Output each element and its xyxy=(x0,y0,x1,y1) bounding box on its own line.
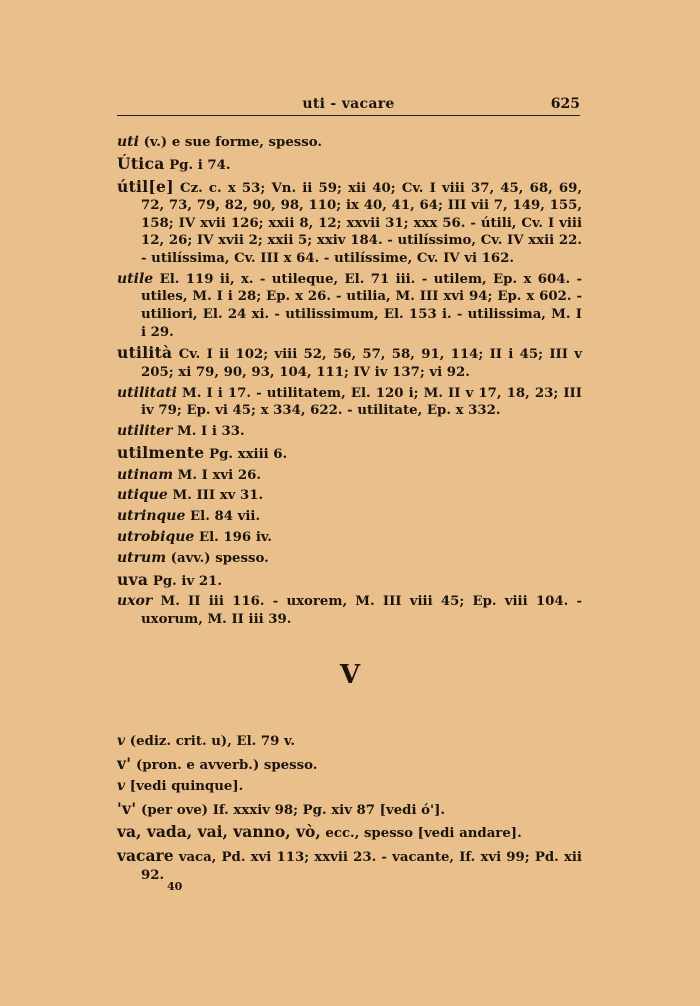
entry-lemma: utique xyxy=(117,487,168,504)
entry-lemma: útil[e] xyxy=(117,176,174,196)
entry-body: (ediz. crit. u), El. 79 v. xyxy=(129,734,296,749)
entry xyxy=(117,733,582,751)
entries-u xyxy=(117,134,582,632)
entry-body: El. 84 vii. xyxy=(190,509,261,525)
entry-body: (avv.) spesso. xyxy=(170,550,269,566)
entry xyxy=(117,271,582,341)
entry-lemma: uva xyxy=(117,569,149,589)
running-head: uti - vacare xyxy=(302,96,395,112)
entry-lemma: utilità xyxy=(117,343,173,363)
entry-body: [vedi quinque]. xyxy=(129,779,244,795)
entry xyxy=(117,800,582,820)
entries-v xyxy=(117,733,582,888)
entry-lemma: utile xyxy=(117,270,154,287)
entry-body: vaca, Pd. xvi 113; xxvii 23. - vacante, If. xvi 99; Pd. xii 92. xyxy=(141,849,582,883)
entry-body: M. I xvi 26. xyxy=(177,467,261,483)
entry-lemma: vacare xyxy=(117,845,174,865)
page-header xyxy=(117,95,580,116)
entry-lemma: Útica xyxy=(117,153,165,173)
entry-body: M. III xv 31. xyxy=(172,488,264,504)
signature-mark: 40 xyxy=(167,880,183,893)
entry-body: M. II iii 116. - uxorem, M. III viii 45; Ep. viii 104. - uxorum, M. II iii 39. xyxy=(141,594,582,627)
entry-lemma: utinam xyxy=(117,466,174,483)
entry xyxy=(117,755,582,775)
entry-lemma: v' xyxy=(117,753,132,773)
entry-body: (v.) e sue forme, spesso. xyxy=(143,135,323,150)
entry-lemma: 'v' xyxy=(117,798,137,818)
entry-lemma: utrinque xyxy=(117,508,186,525)
entry-lemma: utrum xyxy=(117,549,167,566)
entry xyxy=(117,467,582,485)
entry-body: (per ove) If. xxxiv 98; Pg. xiv 87 [vedi ó']. xyxy=(141,802,445,818)
entry-body: ecc., spesso [vedi andare]. xyxy=(325,826,522,842)
entry-body: Pg. xxiii 6. xyxy=(209,446,288,462)
section-letter: V xyxy=(339,660,361,690)
entry-lemma: v xyxy=(117,733,126,749)
entry-body: El. 196 iv. xyxy=(198,529,272,545)
entry xyxy=(117,155,582,175)
entry-body: El. 119 ii, x. - utileque, El. 71 iii. - utilem, Ep. x 604. - utiles, M. I i 28; Ep. x 26. - utilia, M. III xvi 94; Ep. x 602. - utiliori, El. 24 xi. - utilissimum, El. 153 i. - utilissima, M. I i 29. xyxy=(141,271,582,340)
entry xyxy=(117,529,582,547)
entry-lemma: uti xyxy=(117,134,139,150)
entry-body: Pg. i 74. xyxy=(169,157,231,173)
entry-body: Cz. c. x 53; Vn. ii 59; xii 40; Cv. I viii 37, 45, 68, 69, 72, 73, 79, 82, 90, 98, 110; ix 40, 41, 64; III vii 7, 149, 155, 158; IV xvii 126; xxii 8, 12; xxvii 31; xxx 56. - útili, Cv. I viii 12, 26; IV xvii 2; xxii 5; xxiv 184. - utilíssimo, Cv. IV xxii 22. - utilíssima, Cv. III x 64. - utilíssime, Cv. IV vi 162. xyxy=(141,180,582,266)
entry-lemma: va, vada, vai, vanno, vò, xyxy=(117,822,321,842)
entry xyxy=(117,508,582,526)
entry-body: M. I i 17. - utilitatem, El. 120 i; M. II v 17, 18, 23; III iv 79; Ep. vi 45; x 334, 622. - utilitate, Ep. x 332. xyxy=(141,385,582,419)
entry xyxy=(117,847,582,884)
entry-lemma: utrobique xyxy=(117,528,195,545)
entry-body: Cv. I ii 102; viii 52, 56, 57, 58, 91, 114; II i 45; III v 205; xi 79, 90, 93, 104, 111; IV iv 137; vi 92. xyxy=(141,347,582,380)
entry xyxy=(117,444,582,464)
entry-body: M. I i 33. xyxy=(177,424,245,440)
entry xyxy=(117,778,582,796)
entry xyxy=(117,344,582,381)
entry xyxy=(117,593,582,628)
entry xyxy=(117,571,582,591)
entry-lemma: v xyxy=(117,778,126,795)
entry xyxy=(117,385,582,420)
entry xyxy=(117,423,582,441)
entry-body: Pg. iv 21. xyxy=(152,573,222,589)
entry xyxy=(117,134,582,152)
page-number: 625 xyxy=(550,96,580,112)
entry-lemma: utiliter xyxy=(117,423,173,440)
entry xyxy=(117,550,582,568)
entry-body: (pron. e avverb.) spesso. xyxy=(136,757,318,773)
entry xyxy=(117,487,582,505)
entry-lemma: utilitati xyxy=(117,384,177,401)
entry-lemma: utilmente xyxy=(117,442,205,462)
entry xyxy=(117,823,582,843)
entry-lemma: uxor xyxy=(117,593,153,610)
entry xyxy=(117,178,582,268)
